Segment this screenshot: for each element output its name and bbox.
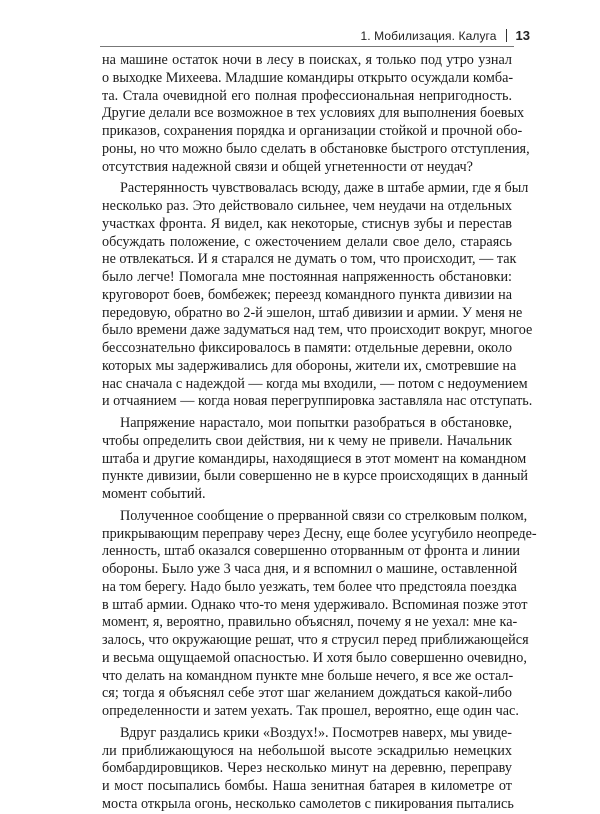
paragraph bbox=[102, 507, 537, 721]
text-line: на машине остаток ночи в лесу в поисках, я только под утро узнал bbox=[102, 52, 512, 68]
text-line: приказов, сохранения порядка и организации стойкой и прочной обо- bbox=[102, 123, 523, 139]
text-line: Другие делали все возможное в тех условиях для выполнения боевых bbox=[102, 105, 525, 122]
text-line: ся; тогда я объяснял себе этот шаг желанием дождаться какой-либо bbox=[102, 685, 512, 702]
text-line: момент, я, вероятно, правильно объяснял, почему я не уехал: мне ка- bbox=[102, 614, 518, 631]
text-line: Напряжение нарастало, мои попытки разобраться в обстановке, bbox=[120, 415, 512, 431]
text-line: что делать на командном пункте мне больше нечего, я все же остал- bbox=[102, 667, 514, 684]
text-line: та. Стала очевидной его полная профессиональная непригодность. bbox=[102, 87, 512, 104]
running-head bbox=[361, 28, 530, 43]
header-rule bbox=[100, 46, 514, 47]
paragraph bbox=[102, 725, 512, 814]
text-line: обороны. Было уже 3 часа дня, и я вспомнил о машине, оставленной bbox=[102, 561, 518, 577]
text-line: круговорот боев, бомбежек; переезд командного пункта дивизии на bbox=[102, 286, 512, 303]
text-line: и отчаянием — когда новая перегруппировка заставляла нас отступать. bbox=[102, 393, 533, 410]
text-line: о выходке Михеева. Младшие командиры открыто осуждали комба- bbox=[102, 69, 514, 86]
body-text bbox=[102, 52, 537, 814]
text-line: участках фронта. Я видел, как некоторые, стиснув зубы и перестав bbox=[102, 215, 512, 232]
text-line: определенности и затем уехать. Так прошел, вероятно, еще один час. bbox=[102, 703, 519, 719]
text-line: отсутствия надежной связи и общей угнетенности от неудач? bbox=[102, 158, 473, 175]
text-line: роны, но что можно было сделать в обстановке быстрого отступления, bbox=[102, 140, 530, 157]
paragraph bbox=[102, 52, 530, 176]
text-line: которых мы задерживались для обороны, жители их, смотревшие на bbox=[102, 357, 517, 374]
text-line: бомбардировщиков. Через несколько минут на деревню, переправу bbox=[102, 760, 512, 777]
page-number: 13 bbox=[515, 28, 530, 43]
text-line: залось, что окружающие решат, что я струсил перед приближающейся bbox=[102, 632, 529, 648]
text-line: прикрывающим переправу через Десну, еще более усугубило неопреде- bbox=[102, 525, 537, 542]
text-line: бессознательно фиксировалось в памяти: отдельные деревни, около bbox=[102, 340, 513, 356]
text-line: на том берегу. Надо было уезжать, тем более что предстояла поездка bbox=[102, 578, 517, 595]
text-line: Растерянность чувствовалась всюду, даже в штабе армии, где я был bbox=[120, 180, 529, 197]
text-line: нас сначала с надеждой — когда мы входили, — потом с недоумением bbox=[102, 375, 528, 392]
paragraph bbox=[102, 180, 533, 411]
text-line: и мост посыпались бомбы. Наша зенитная батарея в километре от bbox=[102, 778, 512, 794]
text-line: было легче! Помогала мне постоянная напряженность обстановки: bbox=[102, 269, 512, 285]
header-separator bbox=[506, 29, 507, 42]
text-line: было времени даже задуматься над тем, что происходит вокруг, многое bbox=[102, 322, 533, 339]
text-line: ленность, штаб оказался совершенно оторванным от фронта и линии bbox=[102, 543, 521, 560]
text-line: чтобы определить свои действия, ни к чему не привели. Начальник bbox=[102, 432, 512, 449]
text-line: ли приближающуюся на небольшой высоте эскадрилью немецких bbox=[102, 742, 512, 759]
chapter-title: 1. Мобилизация. Калуга bbox=[360, 28, 497, 43]
text-line: не отвлекаться. И я старался не думать о том, что происходит, — так bbox=[102, 251, 517, 268]
text-line: несколько раз. Это действовало сильнее, чем неудачи на отдельных bbox=[102, 198, 512, 214]
text-line: моста открыла огонь, несколько самолетов с пикирования пытались bbox=[102, 795, 514, 812]
text-line: штаба и другие командиры, находящиеся в этот момент на командном bbox=[102, 450, 527, 467]
text-line: в штаб армии. Однако что-то меня удерживало. Вспоминая позже этот bbox=[102, 596, 528, 613]
paragraph bbox=[102, 415, 528, 504]
text-line: передовую, обратно во 2-й эшелон, штаб дивизии и армии. У меня не bbox=[102, 304, 523, 321]
text-line: Полученное сообщение о прерванной связи со стрелковым полком, bbox=[120, 507, 528, 524]
text-line: момент событий. bbox=[102, 486, 206, 502]
text-line: пункте дивизии, были совершенно не в курсе происходящих в данный bbox=[102, 468, 528, 485]
text-line: обсуждать положение, с ожесточением делали свое дело, стараясь bbox=[102, 233, 512, 250]
text-line: и весьма ощущаемой опасностью. И хотя было совершенно очевидно, bbox=[102, 649, 527, 666]
text-line: Вдруг раздались крики «Воздух!». Посмотрев наверх, мы увиде- bbox=[120, 724, 512, 741]
